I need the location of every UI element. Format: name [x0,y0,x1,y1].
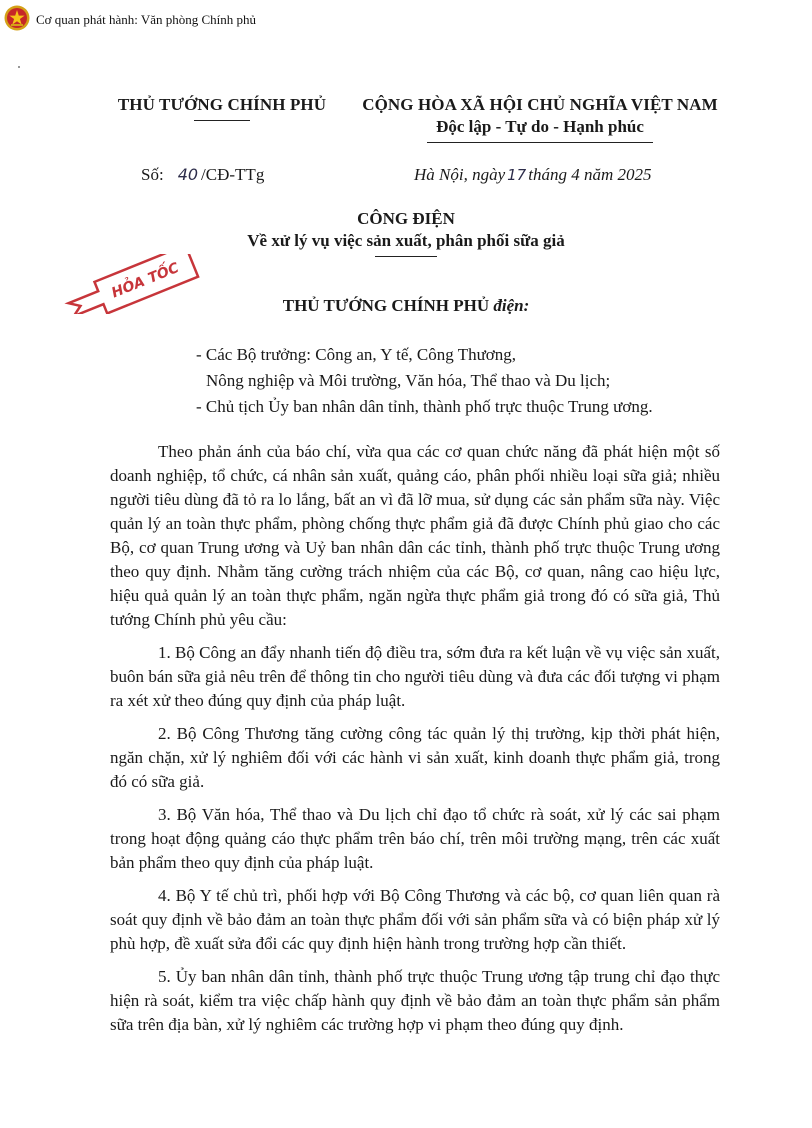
national-emblem-icon [4,5,30,31]
document-type: CÔNG ĐIỆN [357,209,455,228]
recipient-list [196,342,653,420]
document-number [141,165,264,185]
title-underline [375,256,437,257]
number-suffix: /CĐ-TTg [201,165,265,184]
org-underline [194,120,250,121]
sender-title: THỦ TƯỚNG CHÍNH PHỦ [282,296,490,315]
body-paragraph: 4. Bộ Y tế chủ trì, phối hợp với Bộ Công Thương và các bộ, cơ quan liên quan rà soát quy định về bảo đảm an toàn thực phẩm đối với sản phẩm sữa và có biện pháp xử lý phù hợp, đề xuất sửa đổi các quy định hiện hành trong trường hợp cần thiết. [110,886,720,953]
document-body [110,440,720,1046]
body-paragraph: 2. Bộ Công Thương tăng cường công tác quản lý thị trường, kịp thời phát hiện, ngăn chặn, xử lý nghiêm đối với các hành vi sản xuất, kinh doanh thực phẩm giả, trong đó có sữa giả. [110,724,720,791]
body-paragraph: 5. Ủy ban nhân dân tỉnh, thành phố trực thuộc Trung ương tập trung chỉ đạo thực hiện rà soát, kiểm tra việc chấp hành quy định về bảo đảm an toàn thực phẩm sản phẩm sữa trên địa bàn, xử lý nghiêm các trường hợp vi phạm theo đúng quy định. [110,967,720,1034]
national-title-block [340,94,740,143]
body-paragraph: 3. Bộ Văn hóa, Thể thao và Du lịch chỉ đạo tổ chức rà soát, xử lý các sai phạm trong hoạt động quảng cáo thực phẩm trên báo chí, trên môi trường mạng, trên các xuất bản phẩm theo quy định của pháp luật. [110,805,720,872]
body-paragraph: Theo phản ánh của báo chí, vừa qua các cơ quan chức năng đã phát hiện một số doanh nghiệp, tổ chức, cá nhân sản xuất, quảng cáo, phân phối nhiều loại sữa giả; nhiều người tiêu dùng đã tỏ ra lo lắng, bất an vì đã lỡ mua, sử dụng các sản phẩm sữa này. Việc quản lý an toàn thực phẩm, phòng chống thực phẩm giả đã được Chính phủ giao cho các Bộ, cơ quan Trung ương và Uỷ ban nhân dân các tỉnh, thành phố trực thuộc Trung ương theo quy định. Nhằm tăng cường trách nhiệm của các Bộ, cơ quan, nâng cao hiệu lực, hiệu quả quản lý an toàn thực phẩm, ngăn ngừa thực phẩm giả trong đó có sữa giả, Thủ tướng Chính phủ yêu cầu: [110,442,720,629]
document-subject: Về xử lý vụ việc sản xuất, phân phối sữa giả [247,231,565,250]
national-title: CỘNG HÒA XÃ HỘI CHỦ NGHĨA VIỆT NAM [362,95,718,114]
issuing-org-block [86,94,358,121]
recipient-line: - Các Bộ trưởng: Công an, Y tế, Công Thương, [196,345,517,364]
recipient-line: - Chủ tịch Ủy ban nhân dân tỉnh, thành phố trực thuộc Trung ương. [196,397,653,416]
motto-underline [427,142,653,143]
sender-suffix: điện: [493,296,530,315]
recipient-line: Nông nghiệp và Môi trường, Văn hóa, Thể thao và Du lịch; [206,371,611,390]
date-day-handwritten: 17 [507,166,527,184]
number-prefix: Số: [141,165,164,184]
urgent-stamp-text: HỎA TỐC [109,260,182,302]
body-paragraph: 1. Bộ Công an đẩy nhanh tiến độ điều tra, sớm đưa ra kết luận về vụ việc sản xuất, buôn bán sữa giả nêu trên để thông tin cho người tiêu dùng và đưa các đối tượng vi phạm ra xét xử theo đúng quy định của pháp luật. [110,643,720,710]
issuer-label: Cơ quan phát hành: Văn phòng Chính phủ [36,12,257,27]
national-motto: Độc lập - Tự do - Hạnh phúc [436,117,644,136]
issuing-org: THỦ TƯỚNG CHÍNH PHỦ [117,95,327,114]
scan-speck [18,66,20,68]
sender-line [0,296,812,316]
dateline [414,165,651,185]
number-handwritten: 40 [177,165,199,184]
date-after-day: tháng 4 năm 2025 [528,165,652,184]
date-before-day: Hà Nội, ngày [414,165,506,184]
document-title-block [0,208,812,257]
